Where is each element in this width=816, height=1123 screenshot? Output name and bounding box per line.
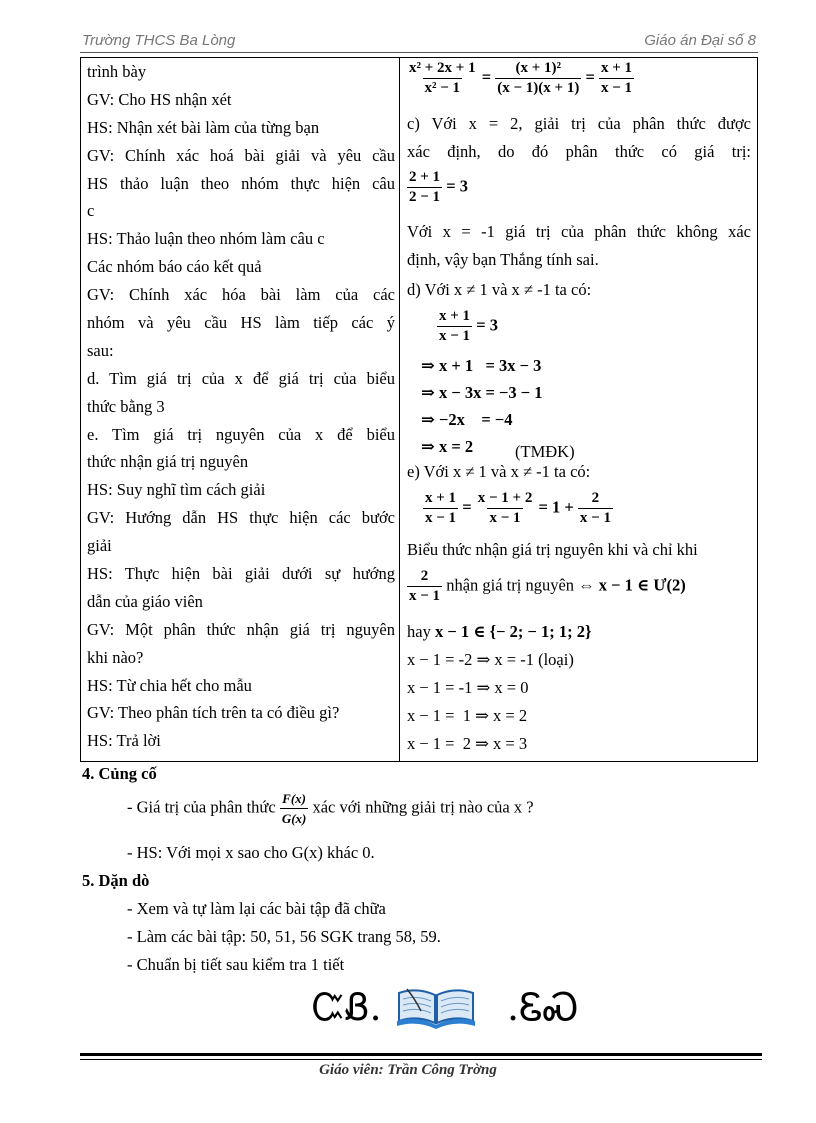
activity-line: HS: Nhận xét bài làm của từng bạn xyxy=(87,117,320,137)
footer-rule-thin xyxy=(80,1059,762,1060)
part-c-line-2: xác định, do đó phân thức có giá trị: xyxy=(407,142,751,161)
activity-line: HS thảo luận theo nhóm thực hiện câu xyxy=(87,173,395,193)
page-header xyxy=(80,32,758,53)
activity-line: GV: Chính xác hóa bài làm của các xyxy=(87,285,395,305)
activity-line: GV: Hướng dẫn HS thực hiện các bước xyxy=(87,508,395,528)
frac-2: $\frac{\text{(x + 1)²}}{(x - 1)(x + 1)}$ xyxy=(497,60,580,96)
part-d-condition: (TMĐK) xyxy=(515,442,575,461)
activity-line: dẫn của giáo viên xyxy=(87,591,203,611)
part-c-line-3: Với x = -1 giá trị của phân thức không xác xyxy=(407,222,751,241)
solution-3: x − 1 = 1 ⇒ x = 2 xyxy=(407,706,528,725)
activity-line: Các nhóm báo cáo kết quả xyxy=(87,257,262,277)
homework-item-1: - Xem và tự làm lại các bài tập đã chữa xyxy=(127,899,386,918)
part-d-step-1: ⇒ x + 1 = 3x − 3 xyxy=(421,356,542,375)
part-c-line-1: c) Với x = 2, giải trị của phân thức được xyxy=(407,114,751,133)
part-e-equation: $\frac{x + 1}{x - 1}$ = $\frac{x - 1 + 2}{x - 1}$ = 1 + $\frac{2}{x - 1}$ xyxy=(425,490,611,526)
activity-line: HS: Thảo luận theo nhóm làm câu c xyxy=(87,229,325,249)
part-d-heading: d) Với x ≠ 1 và x ≠ -1 ta có: xyxy=(407,280,592,299)
open-book-icon xyxy=(393,985,479,1029)
part-e-heading: e) Với x ≠ 1 và x ≠ -1 ta có: xyxy=(407,462,591,481)
subject-title: Giáo án Đại số 8 xyxy=(644,32,756,49)
lesson-table xyxy=(80,57,758,762)
homework-item-3: - Chuẩn bị tiết sau kiểm tra 1 tiết xyxy=(127,955,345,974)
teacher-signature: Giáo viên: Trần Công Trờng xyxy=(319,1062,497,1078)
activity-line: HS: Suy nghĩ tìm cách giải xyxy=(87,480,266,500)
column-divider xyxy=(399,58,400,761)
eq-simplify: $\frac{\text{x² + 2x + 1}}{\text{x² − 1}}$ = $\frac{\text{(x + 1)²}}{(x - 1)(x + 1)}$ = $\frac{x + 1}{x - 1}$ xyxy=(409,60,633,96)
solution-4: x − 1 = 2 ⇒ x = 3 xyxy=(407,734,528,753)
activity-line: GV: Chính xác hoá bài giải và yêu cầu xyxy=(87,145,395,165)
part-e-line-1: Biểu thức nhận giá trị nguyên khi và chỉ khi xyxy=(407,540,698,559)
part-d-step-2: ⇒ x − 3x = −3 − 1 xyxy=(421,383,543,402)
activity-line: nhóm và yêu cầu HS làm tiếp các ý xyxy=(87,313,395,333)
footer-rule-thick xyxy=(80,1053,762,1056)
activity-line: c xyxy=(87,201,95,221)
activity-line: HS: Thực hiện bài giải dưới sự hướng xyxy=(87,564,395,584)
activity-line: GV: Một phân thức nhận giá trị nguyên xyxy=(87,619,395,639)
school-name: Trường THCS Ba Lòng xyxy=(82,32,236,49)
part-c-value: $\frac{2 + 1}{2 - 1}$ = 3 xyxy=(409,169,468,205)
part-d-step-4: ⇒ x = 2 xyxy=(421,437,474,456)
part-d-step-3: ⇒ −2x = −4 xyxy=(421,410,513,429)
ornament-left: ᏨᏰ. xyxy=(312,985,382,1029)
activities-column xyxy=(87,58,395,755)
homework-item-2: - Làm các bài tập: 50, 51, 56 SGK trang 58, 59. xyxy=(127,927,441,946)
activity-line: d. Tìm giá trị của x để giá trị của biểu xyxy=(87,368,395,388)
solution-2: x − 1 = -1 ⇒ x = 0 xyxy=(407,678,529,697)
activity-line: HS: Trả lời xyxy=(87,731,161,751)
part-c-line-4: định, vậy bạn Thắng tính sai. xyxy=(407,250,599,269)
activity-line: thức bằng 3 xyxy=(87,396,165,416)
part-d-equation: $\frac{x + 1}{x - 1}$ = 3 xyxy=(439,308,498,344)
activity-line: sau: xyxy=(87,340,114,360)
activity-line: khi nào? xyxy=(87,647,144,667)
section-4-question: - Giá trị của phân thức $\frac{F(x)}{G(x)}$ xác với những giải trị nào của x ? xyxy=(127,791,534,826)
section-4-answer: - HS: Với mọi x sao cho G(x) khác 0. xyxy=(127,843,375,862)
section-4-title: 4. Củng cố xyxy=(82,764,157,783)
section-5-title: 5. Dặn dò xyxy=(82,871,150,890)
activity-line: GV: Cho HS nhận xét xyxy=(87,89,232,109)
activity-line: thức nhận giá trị nguyên xyxy=(87,452,249,472)
frac-3: $\frac{x + 1}{x - 1}$ xyxy=(600,60,633,96)
frac-1: $\frac{\text{x² + 2x + 1}}{\text{x² − 1}}$ xyxy=(409,60,476,96)
part-e-set: hay x − 1 ∈ {− 2; − 1; 1; 2} xyxy=(407,622,592,641)
activity-line: e. Tìm giá trị nguyên của x để biểu xyxy=(87,424,395,444)
activity-line: trình bày xyxy=(87,62,147,81)
ornament-right: .ᏋᏍ xyxy=(507,985,579,1029)
activity-line: GV: Theo phân tích trên ta có điều gì? xyxy=(87,703,340,723)
activity-line: giải xyxy=(87,536,112,556)
activity-line: HS: Từ chia hết cho mẫu xyxy=(87,675,252,695)
fx-fraction: $\frac{F(x)}{G(x)}$ xyxy=(281,791,307,826)
part-e-condition: $\frac{2}{x - 1}$ nhận giá trị nguyên ⇔ x − 1 ∈ Ư(2) xyxy=(409,568,686,604)
solution-1: x − 1 = -2 ⇒ x = -1 (loại) xyxy=(407,650,574,669)
